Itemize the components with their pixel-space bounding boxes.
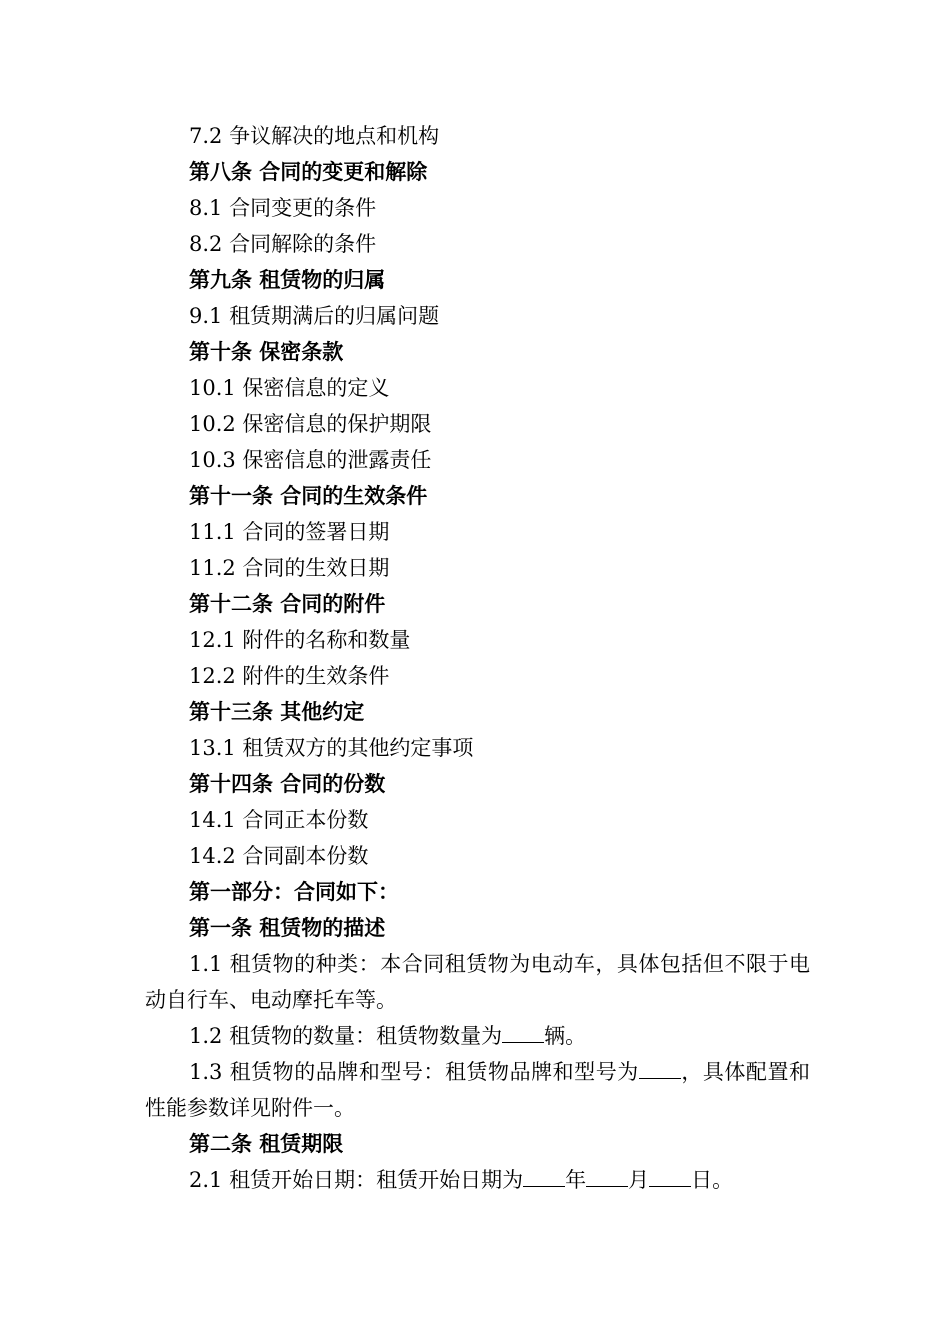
- toc-line-10-3: 10.3 保密信息的泄露责任: [189, 448, 432, 472]
- toc-line-8-2: 8.2 合同解除的条件: [189, 232, 377, 256]
- toc-line-12-2: 12.2 附件的生效条件: [189, 664, 390, 688]
- year-label: 年: [565, 1168, 587, 1192]
- toc-article-14: 第十四条 合同的份数: [189, 772, 386, 796]
- toc-line-9-1: 9.1 租赁期满后的归属问题: [189, 304, 440, 328]
- clause-1-3-text: 1.3 租赁物的品牌和型号：租赁物品牌和型号为: [189, 1060, 639, 1084]
- part-one-heading: 第一部分：合同如下：: [189, 880, 399, 904]
- clause-1-2-suffix: 辆。: [544, 1024, 587, 1048]
- clause-1-3-suffix: ，具体配置和性能参数详见附件一。: [145, 1060, 810, 1120]
- document-page: [145, 118, 810, 1198]
- clause-1-1: 1.1 租赁物的种类：本合同租赁物为电动车，具体包括但不限于电动自行车、电动摩托车等。: [145, 952, 810, 1012]
- brand-model-blank: [639, 1056, 681, 1079]
- toc-line-12-1: 12.1 附件的名称和数量: [189, 628, 411, 652]
- toc-line-7-2: 7.2 争议解决的地点和机构: [189, 124, 440, 148]
- month-blank: [586, 1164, 628, 1187]
- toc-line-11-2: 11.2 合同的生效日期: [189, 556, 390, 580]
- toc-article-13: 第十三条 其他约定: [189, 700, 365, 724]
- toc-line-10-1: 10.1 保密信息的定义: [189, 376, 390, 400]
- toc-line-11-1: 11.1 合同的签署日期: [189, 520, 390, 544]
- quantity-blank: [502, 1020, 544, 1043]
- clause-1-2-text: 1.2 租赁物的数量：租赁物数量为: [189, 1024, 503, 1048]
- clause-1-3: [145, 1054, 810, 1126]
- toc-article-12: 第十二条 合同的附件: [189, 592, 386, 616]
- clause-1-2: [145, 1018, 810, 1054]
- clause-2-1: [145, 1162, 810, 1198]
- day-label: 日。: [691, 1168, 734, 1192]
- toc-article-10: 第十条 保密条款: [189, 340, 344, 364]
- toc-line-8-1: 8.1 合同变更的条件: [189, 196, 377, 220]
- article-1-heading: 第一条 租赁物的描述: [189, 916, 386, 940]
- toc-line-14-2: 14.2 合同副本份数: [189, 844, 369, 868]
- toc-line-10-2: 10.2 保密信息的保护期限: [189, 412, 432, 436]
- toc-article-8: 第八条 合同的变更和解除: [189, 160, 428, 184]
- year-blank: [523, 1164, 565, 1187]
- clause-2-1-text: 2.1 租赁开始日期：租赁开始日期为: [189, 1168, 524, 1192]
- toc-line-14-1: 14.1 合同正本份数: [189, 808, 369, 832]
- day-blank: [649, 1164, 691, 1187]
- toc-article-9: 第九条 租赁物的归属: [189, 268, 386, 292]
- toc-line-13-1: 13.1 租赁双方的其他约定事项: [189, 736, 474, 760]
- article-2-heading: 第二条 租赁期限: [189, 1132, 344, 1156]
- month-label: 月: [628, 1168, 650, 1192]
- toc-article-11: 第十一条 合同的生效条件: [189, 484, 428, 508]
